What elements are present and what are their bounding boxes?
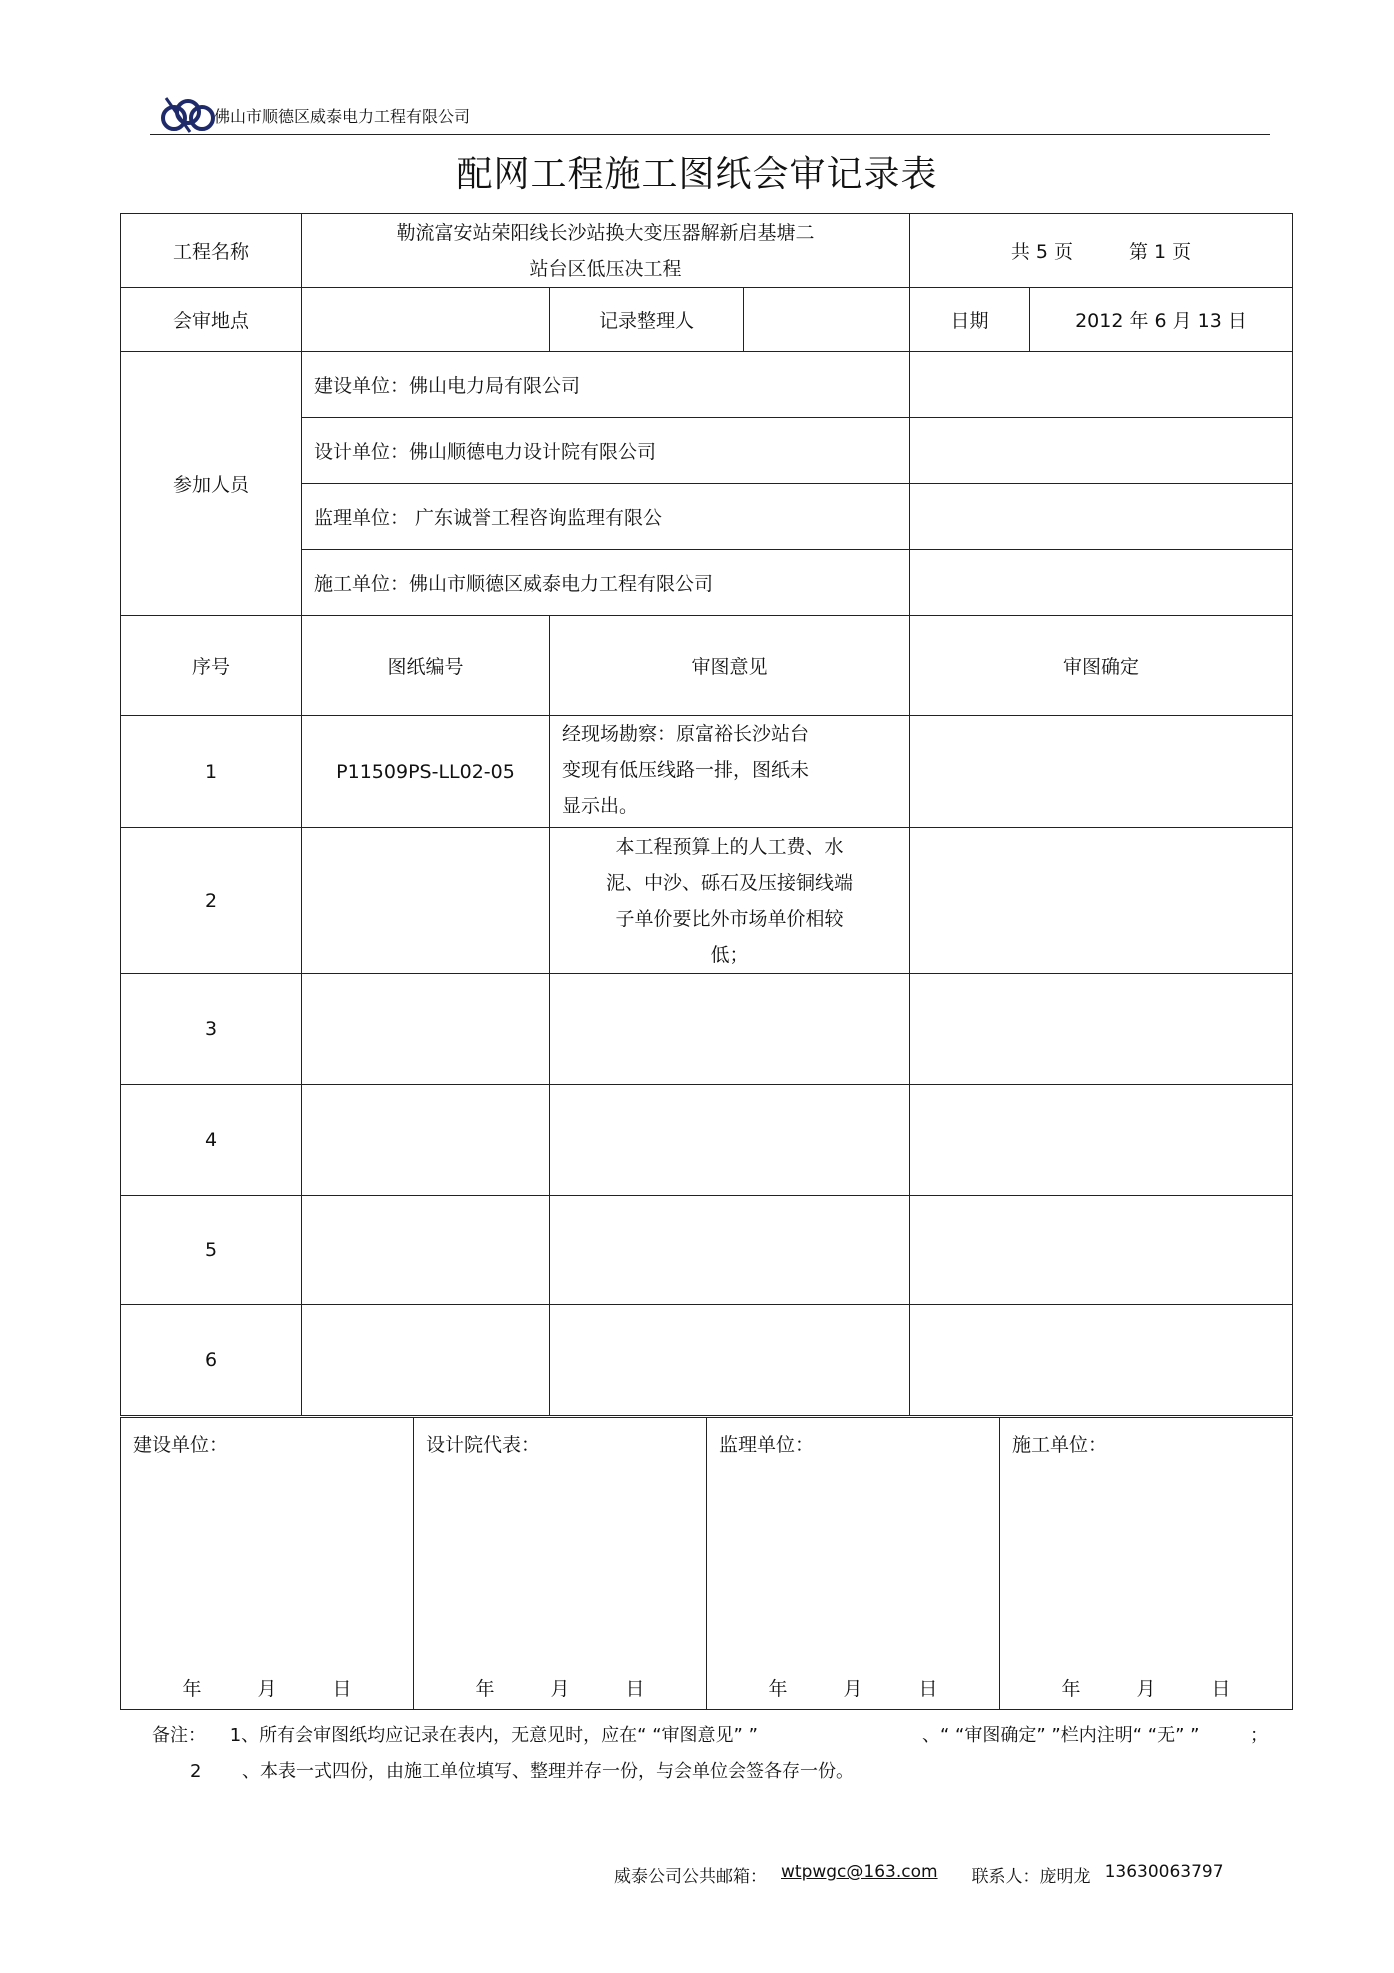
project-name-value: 勒流富安站荣阳线长沙站换大变压器解新启基塘二 站台区低压决工程 [302, 214, 910, 288]
row-confirmation[interactable] [910, 1085, 1293, 1196]
signature-contractor[interactable] [1000, 1418, 1293, 1710]
signature-date: 年 月 日 [182, 1678, 352, 1700]
row-opinion: 本工程预算上的人工费、水 泥、中沙、砾石及压接铜线端 子单价要比外市场单价相较 低； [550, 828, 910, 974]
remarks [152, 1718, 1282, 1790]
location-value[interactable] [302, 288, 550, 352]
row-opinion: 经现场勘察：原富裕长沙站台 变现有低压线路一排，图纸未 显示出。 [550, 716, 910, 828]
header-opinion: 审图意见 [550, 616, 910, 716]
recorder-value[interactable] [744, 288, 910, 352]
participant-design: 设计单位：佛山顺德电力设计院有限公司 [302, 418, 910, 484]
participant-supervision-sign[interactable] [910, 484, 1293, 550]
participant-contractor-sign[interactable] [910, 550, 1293, 616]
row-opinion[interactable] [550, 974, 910, 1085]
row-drawing-no: P11509PS-LL02-05 [302, 716, 550, 828]
signature-table [120, 1417, 1293, 1710]
row-serial: 3 [121, 974, 302, 1085]
participant-contractor: 施工单位：佛山市顺德区威泰电力工程有限公司 [302, 550, 910, 616]
header-divider [150, 134, 1270, 135]
page-header [160, 92, 1270, 136]
participant-construction: 建设单位：佛山电力局有限公司 [302, 352, 910, 418]
row-serial: 1 [121, 716, 302, 828]
header-drawing-no: 图纸编号 [302, 616, 550, 716]
table-row [121, 974, 1293, 1085]
page-footer [614, 1862, 1224, 1887]
review-form-table [120, 213, 1293, 1416]
company-name: 佛山市顺德区威泰电力工程有限公司 [214, 107, 471, 126]
signature-date: 年 月 日 [475, 1678, 645, 1700]
signature-label: 施工单位： [1012, 1434, 1108, 1456]
email-link[interactable]: wtpwgc@163.com [781, 1862, 938, 1882]
table-row [121, 1085, 1293, 1196]
row-confirmation[interactable] [910, 716, 1293, 828]
row-drawing-no[interactable] [302, 1196, 550, 1305]
date-label: 日期 [910, 288, 1030, 352]
participant-construction-sign[interactable] [910, 352, 1293, 418]
row-serial: 2 [121, 828, 302, 974]
contact-phone: 13630063797 [1104, 1862, 1224, 1882]
row-confirmation[interactable] [910, 1305, 1293, 1416]
header-confirmation: 审图确定 [910, 616, 1293, 716]
participant-supervision: 监理单位： 广东诚誉工程咨询监理有限公 [302, 484, 910, 550]
row-serial: 4 [121, 1085, 302, 1196]
project-name-label: 工程名称 [121, 214, 302, 288]
row-confirmation[interactable] [910, 828, 1293, 974]
row-drawing-no [302, 828, 550, 974]
row-drawing-no[interactable] [302, 974, 550, 1085]
recorder-label: 记录整理人 [550, 288, 744, 352]
table-row [121, 716, 1293, 828]
signature-label: 建设单位： [133, 1434, 229, 1456]
company-logo-icon [160, 92, 216, 136]
remark-1a: 1、所有会审图纸均应记录在表内，无意见时，应在“ “审图意见” ” [229, 1725, 758, 1746]
row-confirmation[interactable] [910, 1196, 1293, 1305]
signature-design[interactable] [414, 1418, 707, 1710]
row-serial: 5 [121, 1196, 302, 1305]
page-title: 配网工程施工图纸会审记录表 [456, 154, 938, 195]
signature-construction[interactable] [121, 1418, 414, 1710]
row-serial: 6 [121, 1305, 302, 1416]
row-opinion[interactable] [550, 1196, 910, 1305]
remark-1b: 、“ “审图确定” ”栏内注明“ “无” ” [922, 1725, 1200, 1746]
table-row [121, 1305, 1293, 1416]
signature-date: 年 月 日 [1061, 1678, 1231, 1700]
email-label: 威泰公司公共邮箱： [614, 1867, 767, 1887]
signature-label: 设计院代表： [426, 1434, 541, 1456]
row-confirmation[interactable] [910, 974, 1293, 1085]
signature-label: 监理单位： [719, 1434, 815, 1456]
participant-design-sign[interactable] [910, 418, 1293, 484]
page-count: 共 5 页 第 1 页 [910, 214, 1293, 288]
participants-label: 参加人员 [121, 352, 302, 616]
row-drawing-no[interactable] [302, 1305, 550, 1416]
row-opinion[interactable] [550, 1305, 910, 1416]
remark-1c: ； [1250, 1725, 1268, 1746]
signature-date: 年 月 日 [768, 1678, 938, 1700]
location-label: 会审地点 [121, 288, 302, 352]
signature-supervision[interactable] [707, 1418, 1000, 1710]
row-drawing-no[interactable] [302, 1085, 550, 1196]
table-row [121, 828, 1293, 974]
remark-2: 、本表一式四份，由施工单位填写、整理并存一份，与会单位会签各存一份。 [242, 1761, 854, 1782]
contact-person: 联系人：庞明龙 [971, 1867, 1091, 1887]
row-opinion[interactable] [550, 1085, 910, 1196]
header-serial: 序号 [121, 616, 302, 716]
date-value: 2012 年 6 月 13 日 [1030, 288, 1293, 352]
table-row [121, 1196, 1293, 1305]
remark-2-no: 2 [190, 1761, 202, 1782]
remarks-prefix: 备注： [152, 1725, 206, 1746]
